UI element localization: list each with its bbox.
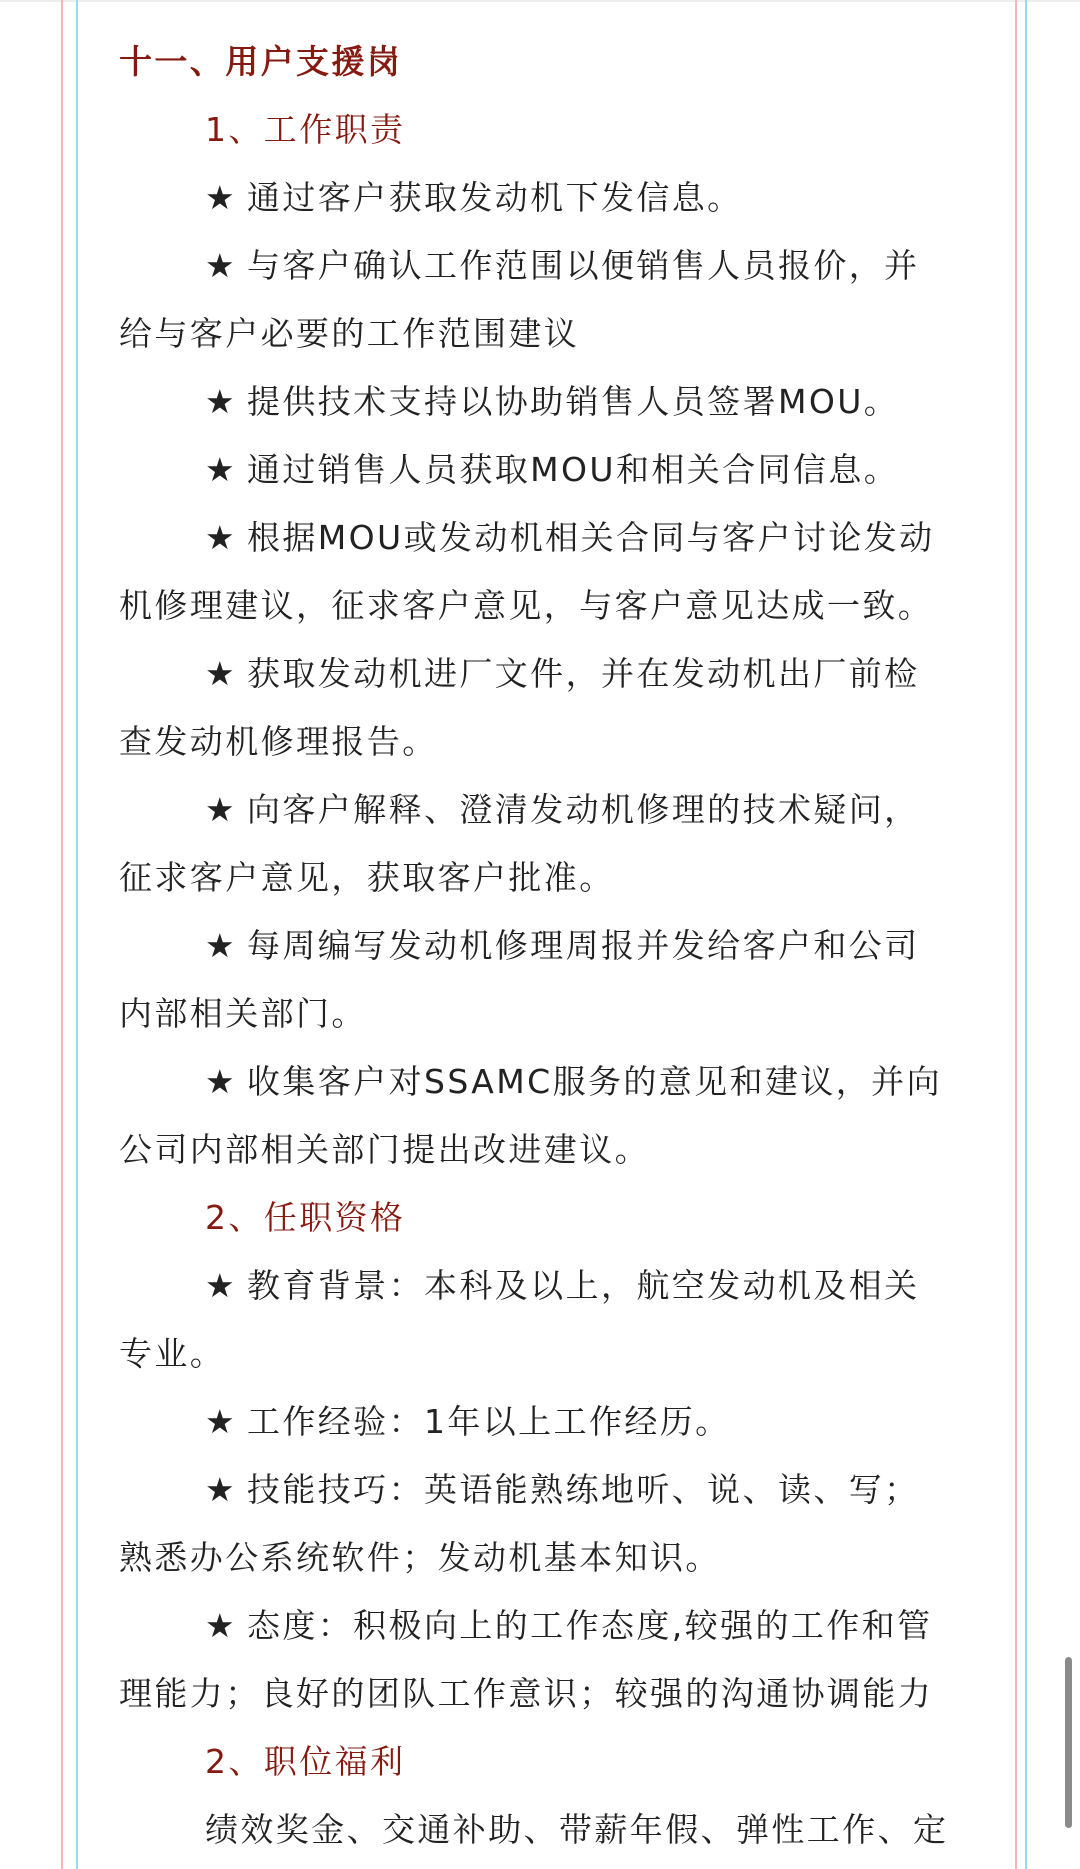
star-bullet-icon: ★ — [205, 518, 237, 557]
star-bullet-icon: ★ — [205, 926, 237, 965]
star-bullet-icon: ★ — [205, 1470, 237, 1509]
list-item-line — [119, 436, 989, 504]
top-divider — [0, 0, 1080, 2]
article-content — [119, 28, 989, 1864]
list-item-text: 提供技术支持以协助销售人员签署MOU。 — [246, 382, 900, 421]
benefits-text: 绩效奖金、交通补助、带薪年假、弹性工作、定 — [205, 1810, 949, 1849]
page-title: 十一、用户支援岗 — [119, 42, 403, 81]
list-item-line — [119, 300, 989, 368]
list-item-text: 根据MOU或发动机相关合同与客户讨论发动 — [246, 518, 935, 557]
list-item-line — [119, 1388, 989, 1456]
star-bullet-icon: ★ — [205, 450, 237, 489]
list-item-line — [119, 708, 989, 776]
section-heading: 2、任职资格 — [205, 1198, 406, 1237]
list-item-text: 内部相关部门。 — [119, 994, 367, 1033]
list-item-line — [119, 1116, 989, 1184]
list-item-line — [119, 1048, 989, 1116]
list-item-text: 通过销售人员获取MOU和相关合同信息。 — [246, 450, 900, 489]
list-item-line — [119, 1660, 989, 1728]
star-bullet-icon: ★ — [205, 382, 237, 421]
star-bullet-icon: ★ — [205, 1062, 237, 1101]
list-item-line — [119, 1524, 989, 1592]
list-item-line — [119, 776, 989, 844]
list-item-text: 专业。 — [119, 1334, 226, 1373]
list-item-line — [119, 912, 989, 980]
right-margin-guide-blue — [1025, 0, 1027, 1869]
list-item-line — [119, 844, 989, 912]
list-item-line — [119, 504, 989, 572]
list-item-text: 工作经验：1年以上工作经历。 — [246, 1402, 731, 1441]
scrollbar[interactable] — [1065, 1657, 1072, 1828]
section-heading: 1、工作职责 — [205, 110, 406, 149]
list-item-text: 通过客户获取发动机下发信息。 — [246, 178, 743, 217]
list-item-text: 每周编写发动机修理周报并发给客户和公司 — [246, 926, 920, 965]
list-item-text: 给与客户必要的工作范围建议 — [119, 314, 580, 353]
list-item-line — [119, 232, 989, 300]
list-item-line — [119, 1592, 989, 1660]
list-item-text: 征求客户意见，获取客户批准。 — [119, 858, 615, 897]
star-bullet-icon: ★ — [205, 246, 237, 285]
list-item-text: 向客户解释、澄清发动机修理的技术疑问， — [246, 790, 920, 829]
list-item-line — [119, 1252, 989, 1320]
list-item-line — [119, 640, 989, 708]
list-item-text: 获取发动机进厂文件，并在发动机出厂前检 — [246, 654, 920, 693]
list-item-line — [119, 164, 989, 232]
list-item-line — [119, 1456, 989, 1524]
list-item-text: 收集客户对SSAMC服务的意见和建议，并向 — [246, 1062, 942, 1101]
star-bullet-icon: ★ — [205, 1402, 237, 1441]
star-bullet-icon: ★ — [205, 654, 237, 693]
star-bullet-icon: ★ — [205, 178, 237, 217]
list-item-line — [119, 572, 989, 640]
star-bullet-icon: ★ — [205, 1606, 237, 1645]
star-bullet-icon: ★ — [205, 1266, 237, 1305]
list-item-text: 熟悉办公系统软件；发动机基本知识。 — [119, 1538, 721, 1577]
list-item-text: 与客户确认工作范围以便销售人员报价，并 — [246, 246, 920, 285]
list-item-text: 查发动机修理报告。 — [119, 722, 438, 761]
list-item-text: 教育背景：本科及以上，航空发动机及相关 — [246, 1266, 920, 1305]
list-item-line — [119, 368, 989, 436]
list-item-line — [119, 1320, 989, 1388]
left-margin-guide-pink — [61, 0, 63, 1869]
list-item-text: 技能技巧：英语能熟练地听、说、读、写； — [246, 1470, 920, 1509]
list-item-line — [119, 980, 989, 1048]
list-item-text: 公司内部相关部门提出改进建议。 — [119, 1130, 650, 1169]
list-item-text: 态度：积极向上的工作态度,较强的工作和管 — [246, 1606, 933, 1645]
right-margin-guide-pink — [1015, 0, 1017, 1869]
list-item-text: 理能力；良好的团队工作意识；较强的沟通协调能力 — [119, 1674, 934, 1713]
list-item-text: 机修理建议，征求客户意见，与客户意见达成一致。 — [119, 586, 934, 625]
star-bullet-icon: ★ — [205, 790, 237, 829]
benefits-heading: 2、职位福利 — [205, 1742, 406, 1781]
left-margin-guide-blue — [76, 0, 78, 1869]
